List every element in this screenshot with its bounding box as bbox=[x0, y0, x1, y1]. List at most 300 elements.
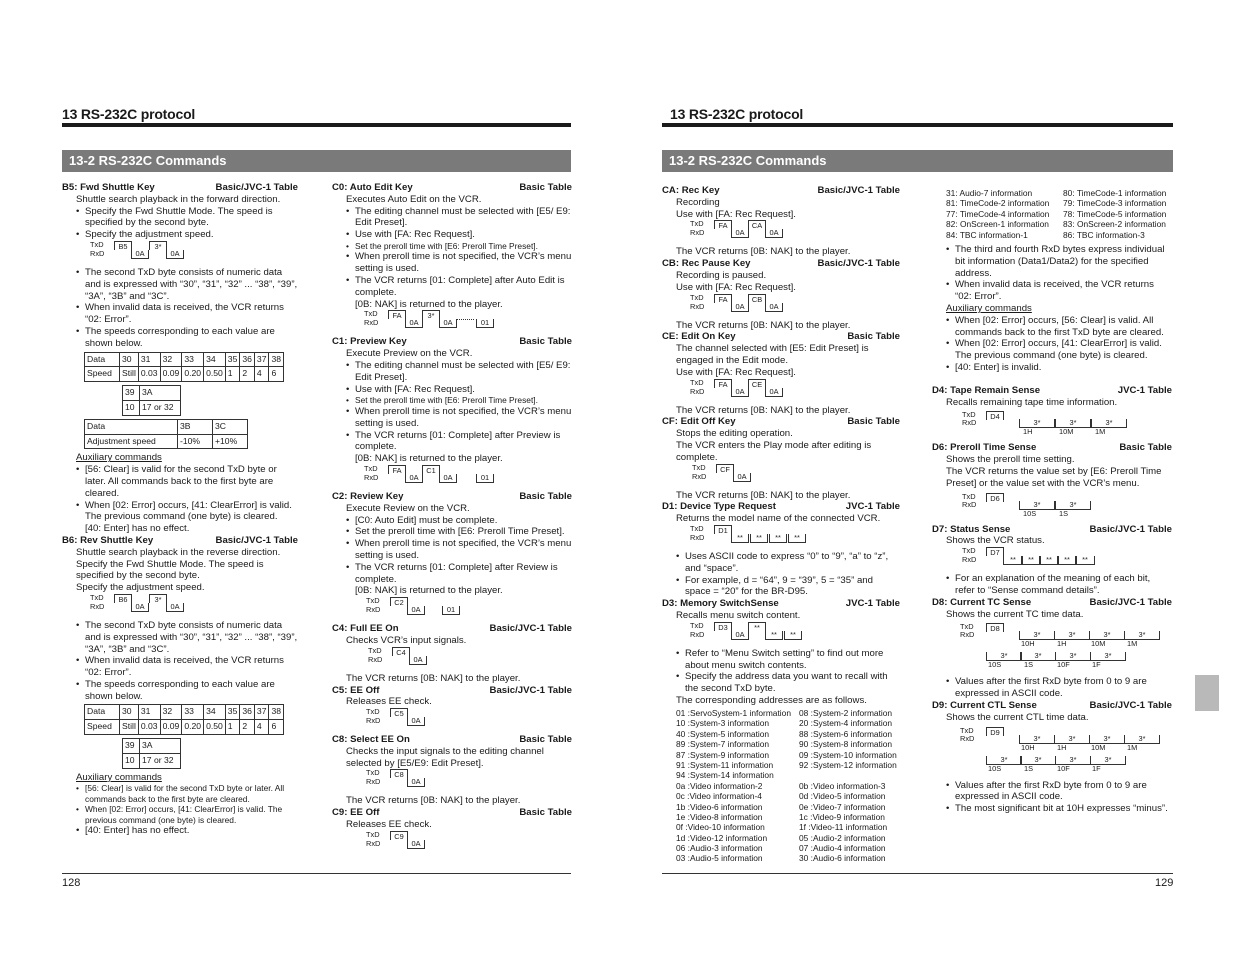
code-box: 3* bbox=[1091, 419, 1127, 428]
code-box: C2 bbox=[390, 597, 408, 606]
rxd-label: RxD bbox=[690, 532, 705, 542]
rxd-label: RxD bbox=[690, 301, 705, 311]
cell: 0.20 bbox=[182, 367, 204, 382]
d3-bullet: • When invalid data is received, the VCR returns “02: Error”. bbox=[932, 279, 1172, 303]
left-column-1 bbox=[62, 182, 300, 837]
cell: 2 bbox=[240, 367, 255, 382]
d4-header bbox=[932, 385, 1172, 397]
c0-table: Basic Table bbox=[519, 182, 572, 193]
d4-desc: Recalls remaining tape time information. bbox=[946, 396, 1118, 408]
code-box: C9 bbox=[390, 831, 408, 840]
ce-title: CE: Edit On Key bbox=[662, 331, 736, 343]
d3-header bbox=[662, 598, 900, 610]
d7-desc: Shows the VCR status. bbox=[946, 535, 1045, 547]
c2-nak: [0B: NAK] is returned to the player. bbox=[355, 585, 503, 597]
chapter-rule-right bbox=[662, 123, 1173, 127]
txd-label: TxD bbox=[690, 523, 704, 533]
code-box: 3* bbox=[422, 310, 440, 319]
right-column-2 bbox=[932, 244, 1172, 815]
ca-return: The VCR returns [0B: NAK] to the player. bbox=[676, 246, 851, 258]
d1-bullet: • For example, d = “64”, 9 = “39”, 5 = “35” and space = “20” for the BR-D95. bbox=[662, 575, 900, 599]
ce-desc: The channel selected with [E5: Edit Preset] is engaged in the Edit mode. bbox=[676, 343, 869, 366]
cf-title: CF: Edit Off Key bbox=[662, 416, 736, 428]
address-item: 05 :Audio-2 information bbox=[799, 832, 886, 843]
cell: 17 or 32 bbox=[140, 753, 181, 768]
code-box: 0A bbox=[407, 840, 425, 849]
b5-title: B5: Fwd Shuttle Key bbox=[62, 182, 155, 193]
code-box: ** bbox=[731, 534, 749, 543]
chapter-title-right: 13 RS-232C protocol bbox=[670, 106, 804, 122]
cell: 35 bbox=[225, 705, 240, 720]
b5-adjust-table bbox=[84, 419, 248, 450]
d9-bullet: • Values after the first RxD byte from 0 to 9 are expressed in ASCII code. bbox=[932, 780, 1172, 804]
code-box: 0A bbox=[765, 388, 783, 397]
d3-desc: Recalls menu switch content. bbox=[676, 609, 801, 621]
cell: Data bbox=[85, 352, 120, 367]
code-box: ** bbox=[788, 534, 806, 543]
ce-signal-diagram bbox=[690, 379, 900, 405]
table-row bbox=[85, 720, 284, 735]
cf-table: Basic Table bbox=[847, 416, 900, 428]
code-box: FA bbox=[714, 220, 732, 229]
c1-desc: Execute Preview on the VCR. bbox=[346, 348, 473, 360]
address-item: 10 :System-3 information bbox=[676, 718, 770, 729]
ca-desc: Recording bbox=[676, 196, 720, 208]
b6-title: B6: Rev Shuttle Key bbox=[62, 534, 154, 546]
cell: 3A bbox=[140, 739, 181, 754]
cb-title: CB: Rec Pause Key bbox=[662, 258, 751, 270]
b6-desc: Specify the adjustment speed. bbox=[76, 582, 205, 594]
cell: 0.09 bbox=[160, 720, 182, 735]
cell: Data bbox=[85, 705, 120, 720]
aux-text: [40: Enter] has no effect. bbox=[85, 523, 190, 535]
digit-label: 10S bbox=[988, 763, 1002, 773]
code-box: CF bbox=[716, 464, 734, 473]
table-row bbox=[123, 386, 181, 401]
code-box: 3* bbox=[1055, 501, 1091, 510]
code-box: 3* bbox=[149, 241, 167, 250]
ca-signal-diagram bbox=[690, 220, 900, 246]
cell: 33 bbox=[182, 352, 204, 367]
txd-label: TxD bbox=[692, 462, 706, 472]
rxd-label: RxD bbox=[368, 654, 383, 664]
address-item: 0a :Video information-2 bbox=[676, 780, 763, 791]
c1-bullet: • The editing channel must be selected with [E5/ E9: Edit Preset]. bbox=[332, 360, 572, 384]
address-item: 77: TimeCode-4 information bbox=[946, 208, 1050, 219]
b5-speed-ext-table bbox=[122, 385, 181, 416]
d4-title: D4: Tape Remain Sense bbox=[932, 384, 1041, 396]
address-item: 80: TimeCode-1 information bbox=[1063, 188, 1167, 198]
c2-bullet: • When preroll time is not specified, the VCR’s menu setting is used. bbox=[332, 538, 572, 562]
code-box: FA bbox=[388, 465, 406, 474]
cf-signal-diagram bbox=[692, 464, 900, 490]
cell: 32 bbox=[160, 352, 182, 367]
c1-title: C1: Preview Key bbox=[332, 336, 407, 348]
code-box: 3* bbox=[1019, 501, 1055, 510]
code-box: 3* bbox=[1055, 419, 1091, 428]
address-item: 08 :System-2 information bbox=[799, 708, 893, 718]
d8-signal-diagram bbox=[960, 620, 1172, 676]
cell: 31 bbox=[138, 705, 160, 720]
c2-header bbox=[332, 491, 572, 503]
txd-label: TxD bbox=[962, 491, 976, 501]
address-item: 86: TBC information-3 bbox=[1063, 229, 1145, 240]
c4-desc: Checks VCR’s input signals. bbox=[346, 634, 467, 646]
code-box: 3* bbox=[1090, 652, 1126, 661]
code-box: 0A bbox=[439, 474, 457, 483]
aux-bullet: • [56: Clear] is valid for the second TxD byte or later. All commands back to the first byte are cleared. bbox=[62, 464, 300, 499]
digit-label: 10F bbox=[1057, 660, 1070, 670]
address-item: 06 :Audio-3 information bbox=[676, 843, 763, 854]
code-box: C5 bbox=[390, 708, 408, 717]
txd-label: TxD bbox=[690, 620, 704, 630]
rxd-label: RxD bbox=[366, 838, 381, 848]
cell: Speed bbox=[85, 720, 120, 735]
cell: 17 or 32 bbox=[140, 400, 181, 415]
cell: 35 bbox=[225, 352, 240, 367]
aux-heading: Auxiliary commands bbox=[76, 452, 162, 464]
code-box: D3 bbox=[714, 622, 732, 631]
table-row bbox=[85, 367, 284, 382]
b5-table: Basic/JVC-1 Table bbox=[215, 182, 298, 193]
code-box: 3* bbox=[149, 594, 167, 603]
footer-rule-left bbox=[62, 873, 571, 874]
c4-title: C4: Full EE On bbox=[332, 623, 399, 635]
digit-label: 1S bbox=[1059, 508, 1069, 518]
code-box: B5 bbox=[114, 241, 132, 250]
address-item: 1c :Video-9 information bbox=[799, 811, 885, 822]
address-item: 31: Audio-7 information bbox=[946, 188, 1033, 198]
c9-table: Basic Table bbox=[519, 807, 572, 819]
address-item: 20 :System-4 information bbox=[799, 718, 893, 729]
b5-desc: Shuttle search playback in the forward direction. bbox=[76, 193, 281, 205]
d3-bullet: • Refer to “Menu Switch setting” to find out more about menu switch contents. bbox=[662, 648, 900, 672]
c2-title: C2: Review Key bbox=[332, 490, 404, 502]
c0-nak: [0B: NAK] is returned to the player. bbox=[355, 298, 503, 310]
d6-header bbox=[932, 442, 1172, 454]
code-box: 0A bbox=[405, 319, 423, 328]
cell: 10 bbox=[123, 753, 140, 768]
code-box: 0A bbox=[131, 250, 149, 259]
rxd-label: RxD bbox=[960, 630, 975, 640]
c8-desc: Checks the input signals to the editing channel selected by [E5/E9: Edit Preset]. bbox=[346, 745, 544, 769]
rxd-label: RxD bbox=[690, 228, 705, 238]
d7-table: Basic/JVC-1 Table bbox=[1089, 523, 1172, 535]
aux-bullet: • [40: Enter] is invalid. bbox=[932, 362, 1172, 374]
code-box: 3* bbox=[1090, 756, 1126, 765]
txd-label: TxD bbox=[364, 463, 378, 473]
address-item: 92 :System-12 information bbox=[799, 759, 897, 770]
table-row bbox=[123, 400, 181, 415]
cell: 30 bbox=[120, 352, 139, 367]
code-box: B6 bbox=[114, 594, 132, 603]
c1-signal-diagram bbox=[364, 465, 572, 491]
cell: 0.09 bbox=[160, 367, 182, 382]
c1-header bbox=[332, 336, 572, 348]
code-box: 3* bbox=[1089, 735, 1125, 744]
code-box: 3* bbox=[1124, 631, 1160, 640]
c2-bullet: • [C0: Auto Edit] must be complete. bbox=[332, 515, 572, 527]
d6-desc: The VCR returns the value set by [E6: Preroll Time Preset] or the value set with the VCR’s menu. bbox=[946, 465, 1162, 489]
code-box: 01 bbox=[442, 606, 460, 615]
code-box: 3* bbox=[986, 652, 1022, 661]
code-box: C1 bbox=[422, 465, 440, 474]
cell: 32 bbox=[160, 705, 182, 720]
b6-desc: Shuttle search playback in the reverse direction. Specify the Fwd Shuttle Mode. The speed is specified by the second byte. bbox=[76, 546, 281, 582]
b5-bullet: • The second TxD byte consists of numeric data and is expressed with “30”, “31”, “32” ... “38”, “39”, “3A”, “3B” and “3C”. bbox=[62, 267, 300, 302]
c1-nak: [0B: NAK] is returned to the player. bbox=[355, 453, 503, 465]
rxd-label: RxD bbox=[366, 605, 381, 615]
aux-bullet: • [40: Enter] has no effect. bbox=[62, 825, 300, 837]
digit-label: 1H bbox=[1023, 427, 1033, 437]
cell: 37 bbox=[254, 705, 269, 720]
c8-signal-diagram bbox=[366, 769, 572, 795]
d1-title: D1: Device Type Request bbox=[662, 501, 776, 513]
code-box: 3* bbox=[986, 756, 1022, 765]
code-box: D6 bbox=[986, 493, 1004, 502]
address-item: 40 :System-5 information bbox=[676, 728, 770, 739]
cell: 3B bbox=[178, 419, 213, 434]
ce-desc: Use with [FA: Rec Request]. bbox=[676, 366, 796, 378]
b5-bullet: • When invalid data is received, the VCR returns “02: Error”. bbox=[62, 302, 300, 326]
code-box: 0A bbox=[765, 229, 783, 238]
code-box: C4 bbox=[392, 647, 410, 656]
c1-bullet: • Use with [FA: Rec Request]. bbox=[332, 384, 572, 396]
c8-header bbox=[332, 734, 572, 746]
aux-bullet: • When [02: Error] occurs, [41: ClearError] is valid. The previous command (one byte) is cleared. bbox=[62, 500, 300, 524]
d7-signal-diagram bbox=[962, 547, 1172, 573]
d8-bullet: • Values after the first RxD byte from 0 to 9 are expressed in ASCII code. bbox=[932, 676, 1172, 700]
b6-speed-table bbox=[84, 704, 284, 735]
address-column-right bbox=[1063, 188, 1178, 240]
address-item: 88 :System-6 information bbox=[799, 728, 893, 739]
ce-table: Basic Table bbox=[847, 331, 900, 343]
d8-header bbox=[932, 597, 1172, 609]
d1-bullet: • Uses ASCII code to express “0” to “9”, “a” to “z”, and “space”. bbox=[662, 551, 900, 575]
code-box: CE bbox=[748, 379, 766, 388]
cb-return: The VCR returns [0B: NAK] to the player. bbox=[676, 319, 851, 331]
footer-rule-right bbox=[662, 873, 1173, 874]
txd-label: TxD bbox=[366, 829, 380, 839]
aux-heading: Auxiliary commands bbox=[76, 771, 162, 783]
cell: Still bbox=[120, 367, 139, 382]
address-item: 0c :Video information-4 bbox=[676, 791, 762, 802]
rxd-label: RxD bbox=[962, 555, 977, 565]
code-box: ** bbox=[750, 534, 768, 543]
address-column-left bbox=[676, 708, 798, 864]
c1-bullet: • Set the preroll time with [E6: Preroll Time Preset]. bbox=[332, 395, 572, 406]
cell: 30 bbox=[120, 705, 139, 720]
digit-label: 1S bbox=[1024, 763, 1034, 773]
cell: Still bbox=[120, 720, 139, 735]
digit-label: 1F bbox=[1092, 763, 1101, 773]
b5-bullet: • Specify the adjustment speed. bbox=[62, 229, 300, 241]
digit-label: 10H bbox=[1021, 742, 1035, 752]
section-bar-right: 13-2 RS-232C Commands bbox=[662, 150, 1173, 172]
txd-label: TxD bbox=[366, 707, 380, 717]
d3-signal-diagram bbox=[690, 622, 900, 648]
digit-label: 10M bbox=[1059, 427, 1074, 437]
code-box: ** bbox=[765, 631, 783, 640]
cell: 0.50 bbox=[204, 367, 226, 382]
cb-desc: Use with [FA: Rec Request]. bbox=[676, 281, 796, 293]
b5-signal-diagram bbox=[90, 241, 300, 267]
address-item: 0d :Video-5 information bbox=[799, 791, 886, 802]
cell: 10 bbox=[123, 400, 140, 415]
c0-bullet: • Use with [FA: Rec Request]. bbox=[332, 229, 572, 241]
b6-signal-diagram bbox=[90, 594, 300, 620]
cell: 34 bbox=[204, 352, 226, 367]
code-box: D4 bbox=[986, 411, 1004, 420]
txd-label: TxD bbox=[690, 377, 704, 387]
cell: 38 bbox=[269, 352, 284, 367]
d3-address-intro: The corresponding addresses are as follows. bbox=[676, 694, 867, 706]
c4-table: Basic/JVC-1 Table bbox=[489, 623, 572, 635]
address-item: 78: TimeCode-5 information bbox=[1063, 208, 1167, 219]
cell: 31 bbox=[138, 352, 160, 367]
code-box: 3* bbox=[1055, 756, 1091, 765]
d8-table: Basic/JVC-1 Table bbox=[1089, 596, 1172, 608]
code-box: ** bbox=[1003, 556, 1023, 565]
address-item: 79: TimeCode-3 information bbox=[1063, 198, 1167, 209]
cell: +10% bbox=[213, 434, 248, 449]
txd-label: TxD bbox=[90, 239, 104, 249]
d9-table: Basic/JVC-1 Table bbox=[1089, 699, 1172, 711]
code-box: 0A bbox=[407, 717, 425, 726]
address-list-2 bbox=[946, 188, 1176, 243]
cell: Adjustment speed bbox=[85, 434, 178, 449]
c4-header bbox=[332, 623, 572, 635]
address-item: 30 :Audio-6 information bbox=[799, 853, 886, 864]
rxd-label: RxD bbox=[366, 716, 381, 726]
code-box: D1 bbox=[714, 525, 732, 534]
rxd-label: RxD bbox=[364, 472, 379, 482]
left-column-2 bbox=[332, 182, 572, 857]
rxd-label: RxD bbox=[960, 733, 975, 743]
address-item: 1b :Video-6 information bbox=[676, 801, 763, 812]
code-box: 0A bbox=[765, 303, 783, 312]
digit-label: 10F bbox=[1057, 763, 1070, 773]
aux-bullet: • When [02: Error] occurs, [56: Clear] is valid. All commands back to the first TxD byte are cleared. bbox=[932, 315, 1172, 339]
c4-return: The VCR returns [0B: NAK] to the player. bbox=[346, 672, 521, 684]
rxd-label: RxD bbox=[90, 601, 105, 611]
rxd-label: RxD bbox=[690, 629, 705, 639]
c1-bullet: • The VCR returns [01: Complete] after Preview is complete. bbox=[332, 430, 572, 454]
table-row bbox=[123, 739, 181, 754]
digit-label: 1F bbox=[1092, 660, 1101, 670]
c0-signal-diagram bbox=[364, 310, 572, 336]
c0-header bbox=[332, 182, 572, 194]
rxd-label: RxD bbox=[690, 386, 705, 396]
address-item: 82: OnScreen-1 information bbox=[946, 219, 1049, 230]
cell: 6 bbox=[269, 720, 284, 735]
c9-header bbox=[332, 807, 572, 819]
rxd-label: RxD bbox=[692, 471, 707, 481]
cell: 38 bbox=[269, 705, 284, 720]
table-row bbox=[85, 352, 284, 367]
code-box: 0A bbox=[439, 319, 457, 328]
code-box: FA bbox=[388, 310, 406, 319]
d6-desc: Shows the preroll time setting. bbox=[946, 454, 1075, 466]
cell: 0.20 bbox=[182, 720, 204, 735]
cf-desc: Stops the editing operation. bbox=[676, 428, 793, 440]
cb-desc: Recording is paused. bbox=[676, 269, 767, 281]
c2-signal-diagram bbox=[366, 597, 572, 623]
txd-label: TxD bbox=[364, 309, 378, 319]
c0-bullet: • Set the preroll time with [E6: Preroll Time Preset]. bbox=[332, 241, 572, 252]
code-box: 3* bbox=[1019, 631, 1055, 640]
address-item: 81: TimeCode-2 information bbox=[946, 198, 1050, 209]
cell: 1 bbox=[225, 367, 240, 382]
code-box: 0A bbox=[166, 603, 184, 612]
cell: 34 bbox=[204, 705, 226, 720]
c2-desc: Execute Review on the VCR. bbox=[346, 502, 470, 514]
c5-header bbox=[332, 685, 572, 697]
code-box: 0A bbox=[409, 656, 427, 665]
code-box: D7 bbox=[986, 547, 1004, 556]
ce-return: The VCR returns [0B: NAK] to the player. bbox=[676, 404, 851, 416]
c2-bullet: • The VCR returns [01: Complete] after Review is complete. bbox=[332, 562, 572, 586]
c0-bullet: • The editing channel must be selected with [E5/ E9: Edit Preset]. bbox=[332, 206, 572, 230]
rxd-label: RxD bbox=[962, 499, 977, 509]
address-item: 94 :System-14 information bbox=[676, 770, 774, 781]
txd-label: TxD bbox=[90, 592, 104, 602]
d6-title: D6: Preroll Time Sense bbox=[932, 442, 1037, 454]
b6-header bbox=[62, 535, 300, 547]
page-number-right: 129 bbox=[1155, 877, 1174, 889]
b6-speed-ext-table bbox=[122, 738, 181, 769]
address-item: 91 :System-11 information bbox=[676, 759, 774, 770]
thumb-index-tab bbox=[1195, 675, 1219, 711]
cf-desc: The VCR enters the Play mode after editing is complete. bbox=[676, 439, 872, 463]
code-box: 3* bbox=[1019, 419, 1055, 428]
aux-bullet: • When [02: Error] occurs, [41: ClearError] is valid. The previous command (one byte) is cleared. bbox=[932, 338, 1172, 362]
c5-signal-diagram bbox=[366, 708, 572, 734]
cell: 37 bbox=[254, 352, 269, 367]
c2-table: Basic Table bbox=[519, 490, 572, 502]
digit-label: 10S bbox=[1023, 508, 1037, 518]
cell: -10% bbox=[178, 434, 213, 449]
code-box: ** bbox=[1039, 556, 1059, 565]
dotted-line bbox=[456, 319, 474, 320]
digit-label: 1H bbox=[1057, 742, 1067, 752]
c8-table: Basic Table bbox=[519, 734, 572, 746]
d1-desc: Returns the model name of the connected VCR. bbox=[676, 513, 881, 525]
c5-title: C5: EE Off bbox=[332, 684, 380, 696]
cb-table: Basic/JVC-1 Table bbox=[817, 258, 900, 270]
cell: 39 bbox=[123, 386, 140, 401]
cell: 4 bbox=[254, 367, 269, 382]
d4-table: JVC-1 Table bbox=[1117, 384, 1172, 396]
cell: 0.50 bbox=[204, 720, 226, 735]
txd-label: TxD bbox=[962, 546, 976, 556]
cell: 39 bbox=[123, 739, 140, 754]
d9-header bbox=[932, 700, 1172, 712]
b6-bullet: • The second TxD byte consists of numeric data and is expressed with “30”, “31”, “32” ... “38”, “39”, “3A”, “3B” and “3C”. bbox=[62, 620, 300, 655]
code-box: CA bbox=[748, 220, 766, 229]
address-item: 09 :System-10 information bbox=[799, 749, 897, 760]
code-box: FA bbox=[714, 379, 732, 388]
d8-desc: Shows the current TC time data. bbox=[946, 608, 1084, 620]
d6-table: Basic Table bbox=[1119, 442, 1172, 454]
ca-header bbox=[662, 185, 900, 197]
code-box: 01 bbox=[476, 319, 494, 328]
code-box: CB bbox=[748, 294, 766, 303]
d1-table: JVC-1 Table bbox=[845, 501, 900, 513]
b5-bullet: • The speeds corresponding to each value are shown below. bbox=[62, 326, 300, 350]
txd-label: TxD bbox=[366, 768, 380, 778]
b6-table: Basic/JVC-1 Table bbox=[215, 534, 298, 546]
